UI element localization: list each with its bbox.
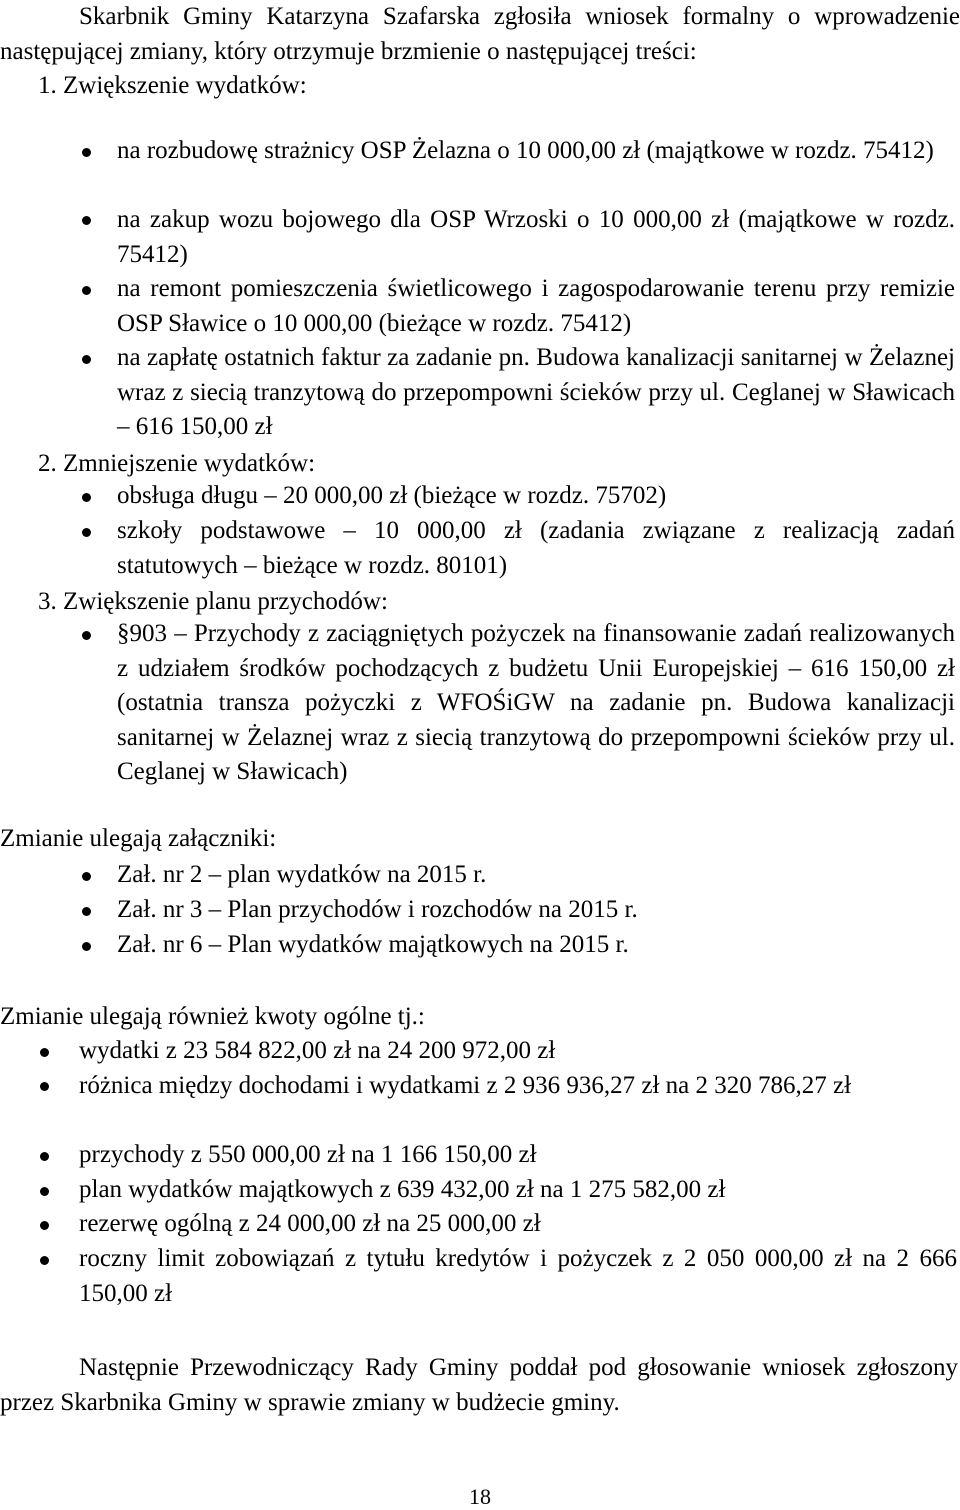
bullet-icon xyxy=(82,942,91,951)
section-2-item-2: szkoły podstawowe – 10 000,00 zł (zadania związane z realizacją zadań statutowych – bieżące w rozdz. 80101) xyxy=(117,517,955,579)
bullet-icon xyxy=(82,528,91,537)
section-1-item-4: na zapłatę ostatnich faktur za zadanie pn. Budowa kanalizacji sanitarnej w Żelaznej wraz z siecią tranzytową do przepompowni ścieków przy ul. Ceglanej w Sławicach – 616 150,00 zł xyxy=(117,344,955,440)
bullet-icon xyxy=(82,216,91,225)
section-1-item-1: na rozbudowę strażnicy OSP Żelazna o 10 000,00 zł (majątkowe w rozdz. 75412) xyxy=(117,137,934,164)
bullet-icon xyxy=(82,907,91,916)
section-1-item-2: na zakup wozu bojowego dla OSP Wrzoski o 10 000,00 zł (majątkowe w rozdz. 75412) xyxy=(117,206,955,268)
amount-item-3: przychody z 550 000,00 zł na 1 166 150,00 zł xyxy=(79,1141,537,1168)
amount-item-5: rezerwę ogólną z 24 000,00 zł na 25 000,00 zł xyxy=(79,1210,541,1237)
bullet-icon xyxy=(82,493,91,502)
section-2-heading: 2. Zmniejszenie wydatków: xyxy=(38,450,316,477)
section-2-item-1: obsługa długu – 20 000,00 zł (bieżące w rozdz. 75702) xyxy=(117,482,667,509)
attachment-item-1: Zał. nr 2 – plan wydatków na 2015 r. xyxy=(117,861,487,888)
attachment-item-3: Zał. nr 6 – Plan wydatków majątkowych na 2015 r. xyxy=(117,931,629,958)
amount-item-6: roczny limit zobowiązań z tytułu kredytów i pożyczek z 2 050 000,00 zł na 2 666 150,00 zł xyxy=(79,1245,957,1307)
amount-item-2: różnica między dochodami i wydatkami z 2 936 936,27 zł na 2 320 786,27 zł xyxy=(79,1072,852,1099)
bullet-icon xyxy=(40,1221,49,1230)
bullet-icon xyxy=(40,1152,49,1161)
intro-paragraph: Skarbnik Gminy Katarzyna Szafarska zgłosiła wniosek formalny o wprowadzenie następującej zmiany, który otrzymuje brzmienie o następującej treści: xyxy=(0,3,960,65)
bullet-icon xyxy=(40,1187,49,1196)
section-3-heading: 3. Zwiększenie planu przychodów: xyxy=(38,588,388,615)
closing-paragraph: Następnie Przewodniczący Rady Gminy poddał pod głosowanie wniosek zgłoszony przez Skarbnika Gminy w sprawie zmiany w budżecie gminy. xyxy=(0,1354,958,1416)
amount-item-4: plan wydatków majątkowych z 639 432,00 zł na 1 275 582,00 zł xyxy=(79,1176,726,1203)
section-3-item-1: §903 – Przychody z zaciągniętych pożyczek na finansowanie zadań realizowanych z udziałem środków pochodzących z budżetu Unii Europejskiej – 616 150,00 zł (ostatnia transza pożyczki z WFOŚiGW na zadanie pn. Budowa kanalizacji sanitarnej w Żelaznej wraz z siecią tranzytową do przepompowni ścieków przy ul. Ceglanej w Sławicach) xyxy=(117,620,955,785)
section-1-heading: 1. Zwiększenie wydatków: xyxy=(38,72,307,99)
bullet-icon xyxy=(82,148,91,157)
bullet-icon xyxy=(82,355,91,364)
bullet-icon xyxy=(40,1256,49,1265)
amounts-heading: Zmianie ulegają również kwoty ogólne tj.: xyxy=(0,1003,425,1030)
amount-item-1: wydatki z 23 584 822,00 zł na 24 200 972,00 zł xyxy=(79,1037,556,1064)
section-1-item-3: na remont pomieszczenia świetlicowego i zagospodarowanie terenu przy remizie OSP Sławice o 10 000,00 (bieżące w rozdz. 75412) xyxy=(117,275,955,337)
page-number: 18 xyxy=(469,1484,491,1509)
bullet-icon xyxy=(82,286,91,295)
bullet-icon xyxy=(82,872,91,881)
bullet-icon xyxy=(40,1082,49,1091)
bullet-icon xyxy=(82,631,91,640)
attachments-heading: Zmianie ulegają załączniki: xyxy=(0,825,277,852)
attachment-item-2: Zał. nr 3 – Plan przychodów i rozchodów na 2015 r. xyxy=(117,896,638,923)
bullet-icon xyxy=(40,1048,49,1057)
